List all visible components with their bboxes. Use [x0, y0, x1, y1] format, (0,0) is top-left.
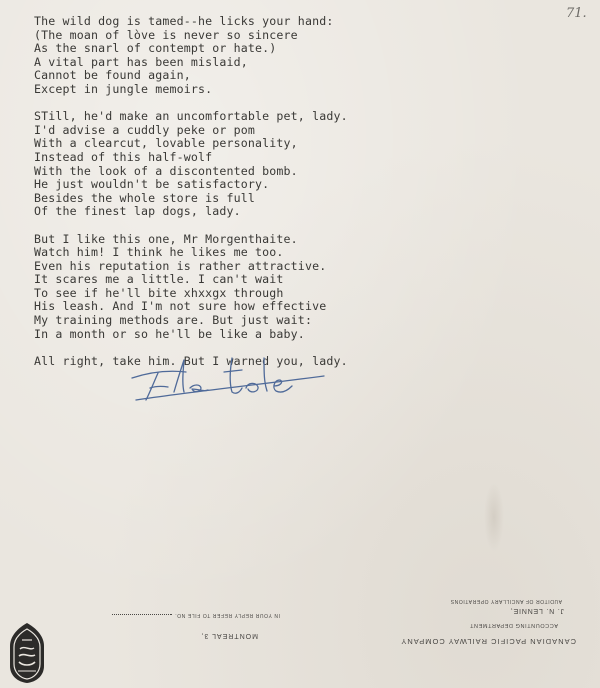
reply-reference — [80, 612, 280, 618]
poem-line: All right, take him. But I warned you, lady. — [34, 353, 348, 368]
stanza — [34, 233, 554, 342]
poem-line: I'd advise a cuddly peke or pom — [34, 122, 256, 137]
company-name: CANADIAN PACIFIC RAILWAY COMPANY — [400, 637, 576, 646]
poem-line: As the snarl of contempt or hate.) — [34, 41, 277, 56]
file-number-blank — [112, 614, 172, 615]
stanza — [34, 15, 554, 97]
poem-line: My training methods are. But just wait: — [34, 313, 313, 328]
poem-line: To see if he'll bite xhxxgx through — [34, 285, 284, 300]
letterhead-upside-down — [0, 560, 600, 688]
address-block — [80, 612, 280, 639]
poem-line: Watch him! I think he likes me too. — [34, 245, 284, 260]
company-block — [386, 598, 576, 646]
poem-line: Besides the whole store is full — [34, 190, 256, 205]
poem-line: (The moan of lòve is never so sincere — [34, 27, 298, 42]
poem-line: STill, he'd make an uncomfortable pet, lady. — [34, 109, 348, 124]
poem-line: Instead of this half-wolf — [34, 149, 213, 164]
poem-line: It scares me a little. I can't wait — [34, 272, 284, 287]
stanza — [34, 110, 554, 219]
poem-line: Even his reputation is rather attractive. — [34, 258, 327, 273]
poem-line: A vital part has been mislaid, — [34, 54, 248, 69]
poem-line: Cannot be found again, — [34, 68, 191, 83]
page-number: 71. — [566, 6, 587, 21]
poem-line: Except in jungle memoirs. — [34, 81, 213, 96]
reply-reference-text: IN YOUR REPLY REFER TO FILE NO. — [174, 612, 280, 618]
handwritten-signature — [128, 348, 328, 404]
auditor-title: AUDITOR OF ANCILLARY OPERATIONS — [450, 598, 562, 604]
auditor-name: J. N. LENNIE, — [510, 607, 564, 614]
poem-line: The wild dog is tamed--he licks your hand: — [34, 14, 334, 28]
poem-line: With the look of a discontented bomb. — [34, 163, 298, 178]
paper-stain — [484, 482, 504, 552]
poem-text — [34, 15, 554, 382]
department-name: ACCOUNTING DEPARTMENT — [469, 622, 558, 628]
poem-line: But I like this one, Mr Morgenthaite. — [34, 231, 298, 246]
poem-line: Of the finest lap dogs, lady. — [34, 204, 241, 219]
poem-line: His leash. And I'm not sure how effective — [34, 299, 327, 314]
poem-line: In a month or so he'll be like a baby. — [34, 326, 305, 341]
city-line: MONTREAL 3, — [200, 632, 258, 639]
canadian-pacific-shield-logo — [6, 620, 48, 686]
poem-line: He just wouldn't be satisfactory. — [34, 177, 270, 192]
poem-line: With a clearcut, lovable personality, — [34, 136, 298, 151]
